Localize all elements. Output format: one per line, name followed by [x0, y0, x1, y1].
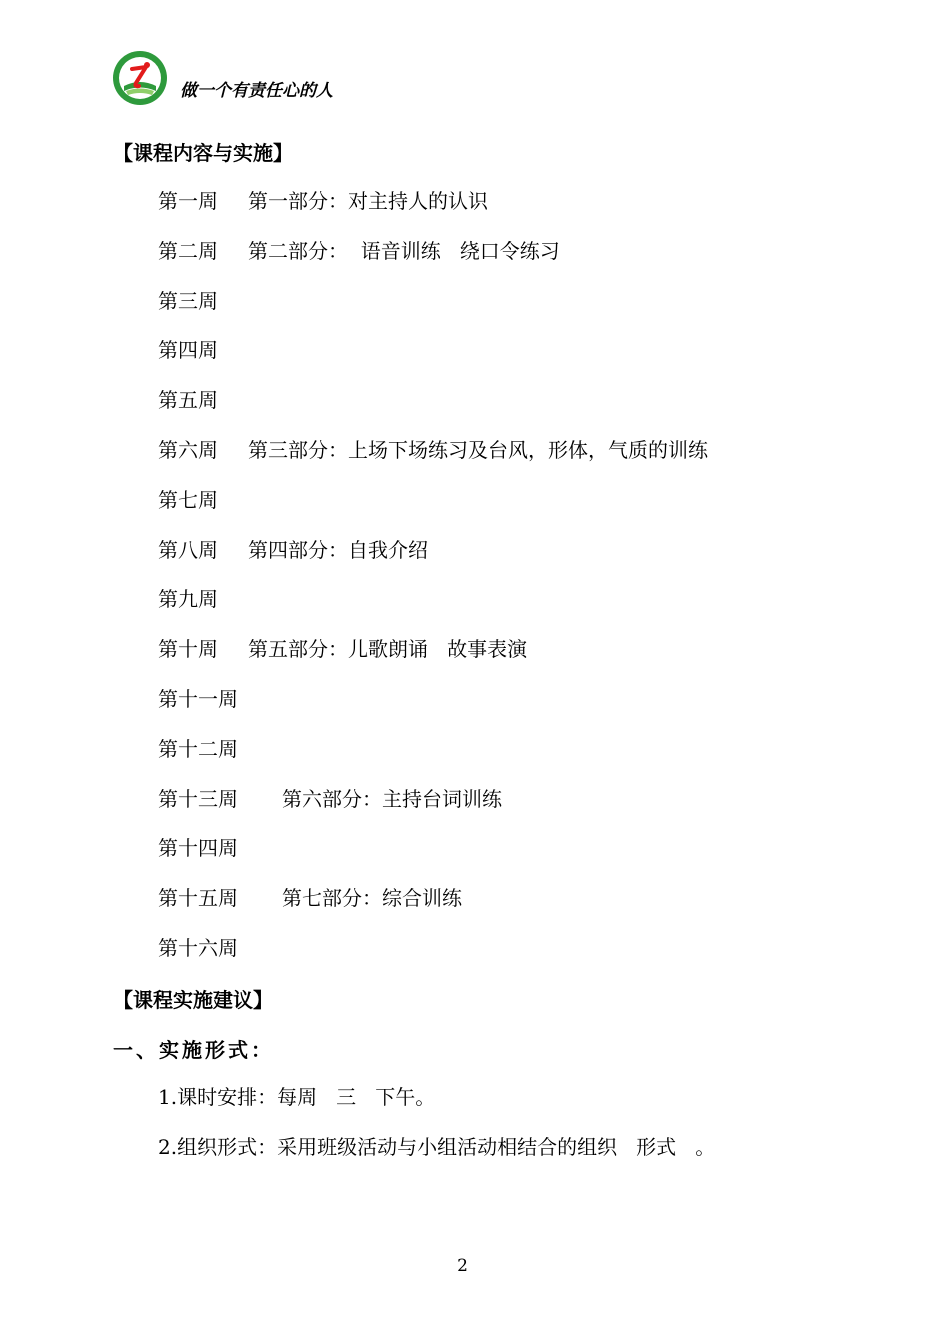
page-number: 2 [457, 1256, 468, 1276]
school-motto: 做一个有责任心的人 [180, 81, 333, 101]
week-content: 第四部分：自我介绍 [248, 538, 428, 562]
organization-item: 2.组织形式：采用班级活动与小组活动相结合的组织 形式 。 [158, 1135, 716, 1159]
week-label: 第十三周 [158, 787, 238, 811]
week-label: 第十五周 [158, 886, 238, 910]
week-content: 第二部分： 语音训练 绕口令练习 [248, 239, 560, 263]
week-label: 第八周 [158, 538, 218, 562]
week-content: 第七部分：综合训练 [282, 886, 462, 910]
week-label: 第四周 [158, 338, 218, 362]
week-label: 第十六周 [158, 936, 238, 960]
week-label: 第十一周 [158, 687, 238, 711]
week-label: 第三周 [158, 289, 218, 313]
week-content: 第五部分：儿歌朗诵 故事表演 [248, 637, 528, 661]
week-label: 第六周 [158, 438, 218, 462]
week-content: 第三部分：上场下场练习及台风，形体，气质的训练 [248, 438, 708, 462]
week-label: 第九周 [158, 587, 218, 611]
implementation-form-heading: 一、实施形式： [113, 1038, 274, 1062]
week-label: 第一周 [158, 189, 218, 213]
week-label: 第二周 [158, 239, 218, 263]
school-logo-icon [112, 50, 168, 106]
schedule-item: 1.课时安排：每周 三 下午。 [158, 1085, 436, 1109]
week-content: 第六部分：主持台词训练 [282, 787, 502, 811]
section-title-content: 【课程内容与实施】 [113, 141, 293, 165]
week-label: 第七周 [158, 488, 218, 512]
week-label: 第五周 [158, 388, 218, 412]
week-label: 第十四周 [158, 836, 238, 860]
week-content: 第一部分：对主持人的认识 [248, 189, 488, 213]
section-title-suggest: 【课程实施建议】 [113, 988, 273, 1012]
week-label: 第十周 [158, 637, 218, 661]
week-label: 第十二周 [158, 737, 238, 761]
